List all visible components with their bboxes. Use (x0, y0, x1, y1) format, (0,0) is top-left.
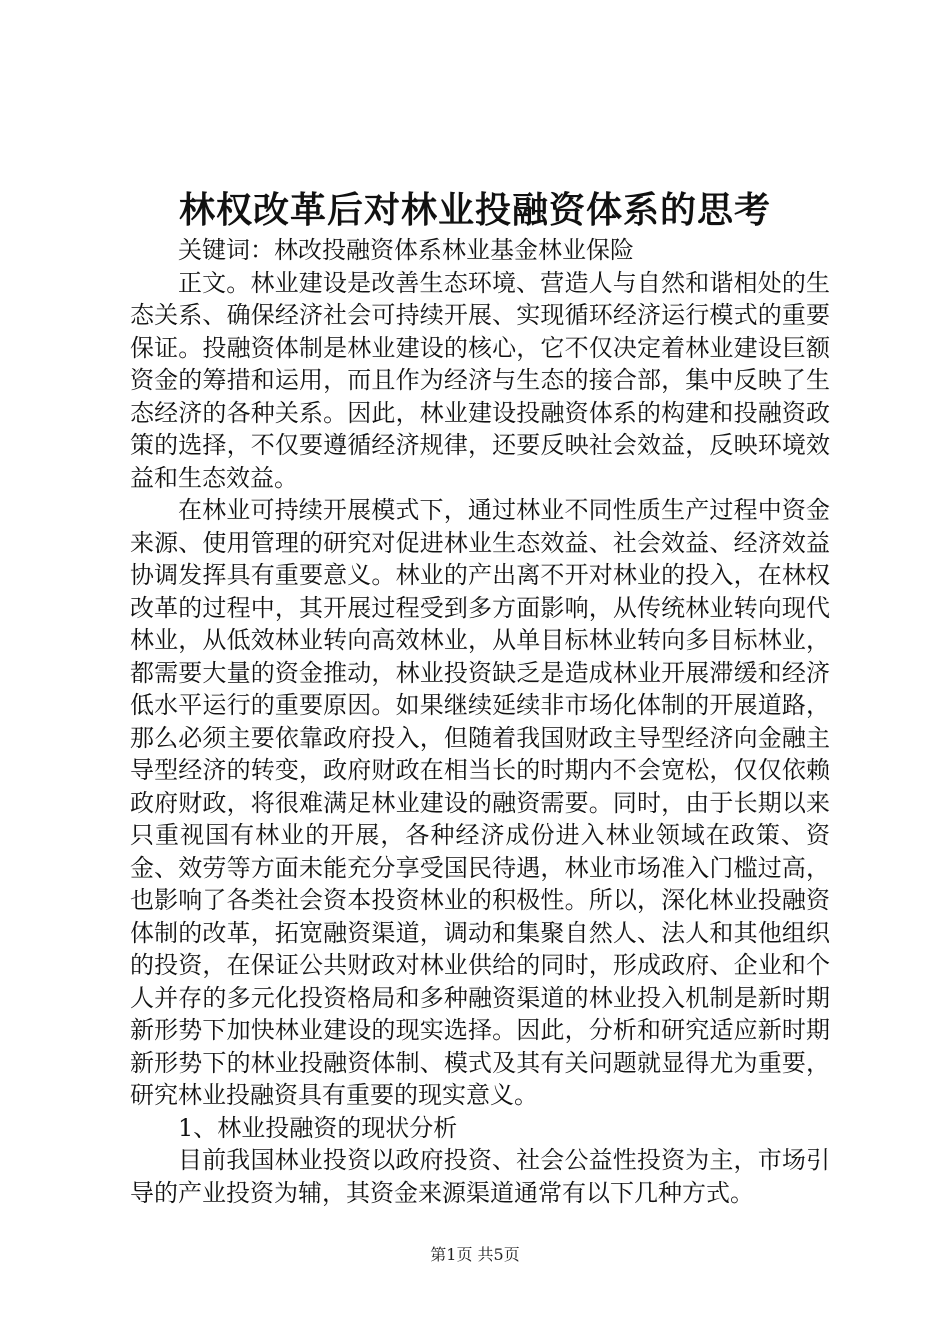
keywords-line: 关键词：林改投融资体系林业基金林业保险 (178, 236, 634, 264)
document-body (130, 234, 830, 1209)
document-title: 林权改革后对林业投融资体系的思考 (178, 189, 771, 231)
page-indicator: 第1页 共5页 (430, 1245, 520, 1264)
paragraph-intro: 正文。林业建设是改善生态环境、营造人与自然和谐相处的生态关系、确保经济社会可持续开展、实现循环经济运行模式的重要保证。投融资体制是林业建设的核心，它不仅决定着林业建设巨额资金的筹措和运用，而且作为经济与生态的接合部，集中反映了生态经济的各种关系。因此，林业建设投融资体系的构建和投融资政策的选择，不仅要遵循经济规律，还要反映社会效益，反映环境效益和生态效益。 (130, 268, 830, 492)
section-heading-1: 1、林业投融资的现状分析 (178, 1113, 458, 1142)
paragraph-current-investment: 目前我国林业投资以政府投资、社会公益性投资为主，市场引导的产业投资为辅，其资金来源渠道通常有以下几种方式。 (130, 1146, 830, 1207)
paragraph-sustainable-development: 在林业可持续开展模式下，通过林业不同性质生产过程中资金来源、使用管理的研究对促进林业生态效益、社会效益、经济效益协调发挥具有重要意义。林业的产出离不开对林业的投入，在林权改革的过程中，其开展过程受到多方面影响，从传统林业转向现代林业，从低效林业转向高效林业，从单目标林业转向多目标林业，都需要大量的资金推动，林业投资缺乏是造成林业开展滞缓和经济低水平运行的重要原因。如果继续延续非市场化体制的开展道路，那么必须主要依靠政府投入，但随着我国财政主导型经济向金融主导型经济的转变，政府财政在相当长的时期内不会宽松，仅仅依赖政府财政，将很难满足林业建设的融资需要。同时，由于长期以来只重视国有林业的开展，各种经济成份进入林业领域在政策、资金、效劳等方面未能充分享受国民待遇，林业市场准入门槛过高，也影响了各类社会资本投资林业的积极性。所以，深化林业投融资体制的改革，拓宽融资渠道，调动和集聚自然人、法人和其他组织的投资，在保证公共财政对林业供给的同时，形成政府、企业和个人并存的多元化投资格局和多种融资渠道的林业投入机制是新时期新形势下加快林业建设的现实选择。因此，分析和研究适应新时期新形势下的林业投融资体制、模式及其有关问题就显得尤为重要，研究林业投融资具有重要的现实意义。 (130, 496, 830, 1109)
